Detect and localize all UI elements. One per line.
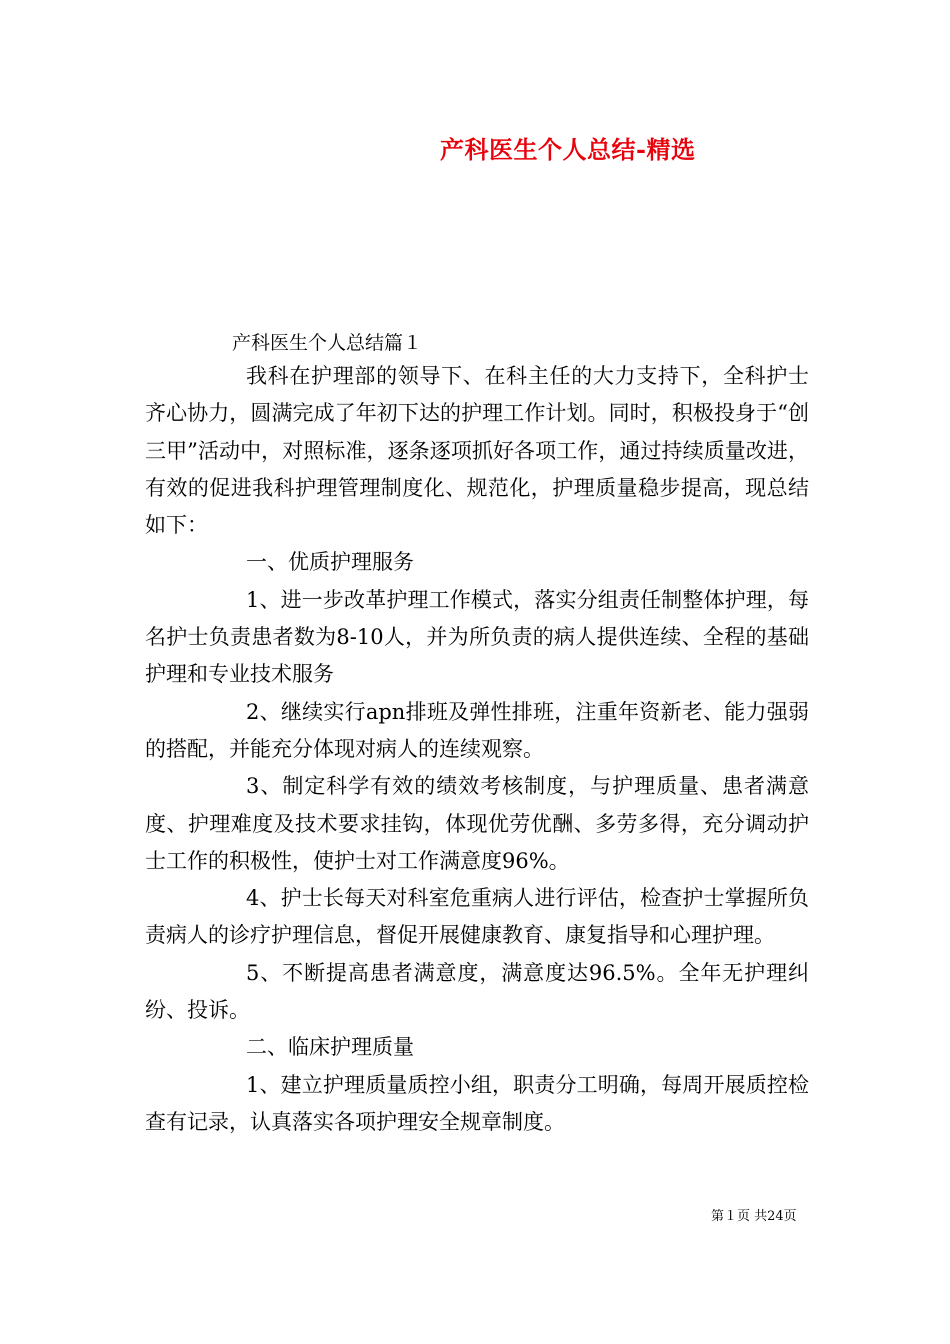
section-heading-clinical-quality: 二、临床护理质量 <box>246 1035 414 1060</box>
section-heading-quality-service: 一、优质护理服务 <box>246 550 414 575</box>
page-number: 第１页 共24页 <box>711 1209 797 1224</box>
paragraph-item-2: 2、继续实行apn排班及弹性排班，注重年资新老、能力强弱的搭配，并能充分体现对病人的连续观察。 <box>145 699 809 761</box>
paragraph-item-1: 1、进一步改革护理工作模式，落实分组责任制整体护理，每名护士负责患者数为8-10人，并为所负责的病人提供连续、全程的基础护理和专业技术服务 <box>145 587 809 687</box>
paragraph-item-5: 5、不断提高患者满意度，满意度达96.5%。全年无护理纠纷、投诉。 <box>145 960 809 1023</box>
paragraph-clinical-item-1: 1、建立护理质量质控小组，职责分工明确，每周开展质控检查有记录，认真落实各项护理安全规章制度。 <box>145 1072 809 1134</box>
intro-paragraph: 我科在护理部的领导下、在科主任的大力支持下，全科护士齐心协力，圆满完成了年初下达的护理工作计划。同时，积极投身于“创三甲”活动中，对照标准，逐条逐项抓好各项工作，通过持续质量改进，有效的促进我科护理管理制度化、规范化，护理质量稳步提高，现总结如下： <box>145 364 809 538</box>
paragraph-item-4: 4、护士长每天对科室危重病人进行评估，检查护士掌握所负责病人的诊疗护理信息，督促开展健康教育、康复指导和心理护理。 <box>145 886 809 948</box>
paragraph-item-3: 3、制定科学有效的绩效考核制度，与护理质量、患者满意度、护理难度及技术要求挂钩，体现优劳优酬、多劳多得，充分调动护士工作的积极性，使护士对工作满意度96%。 <box>145 774 809 873</box>
document-title: 产科医生个人总结-精选 <box>440 135 696 164</box>
document-body <box>145 358 809 1141</box>
section-subtitle: 产科医生个人总结篇１ <box>232 332 423 354</box>
